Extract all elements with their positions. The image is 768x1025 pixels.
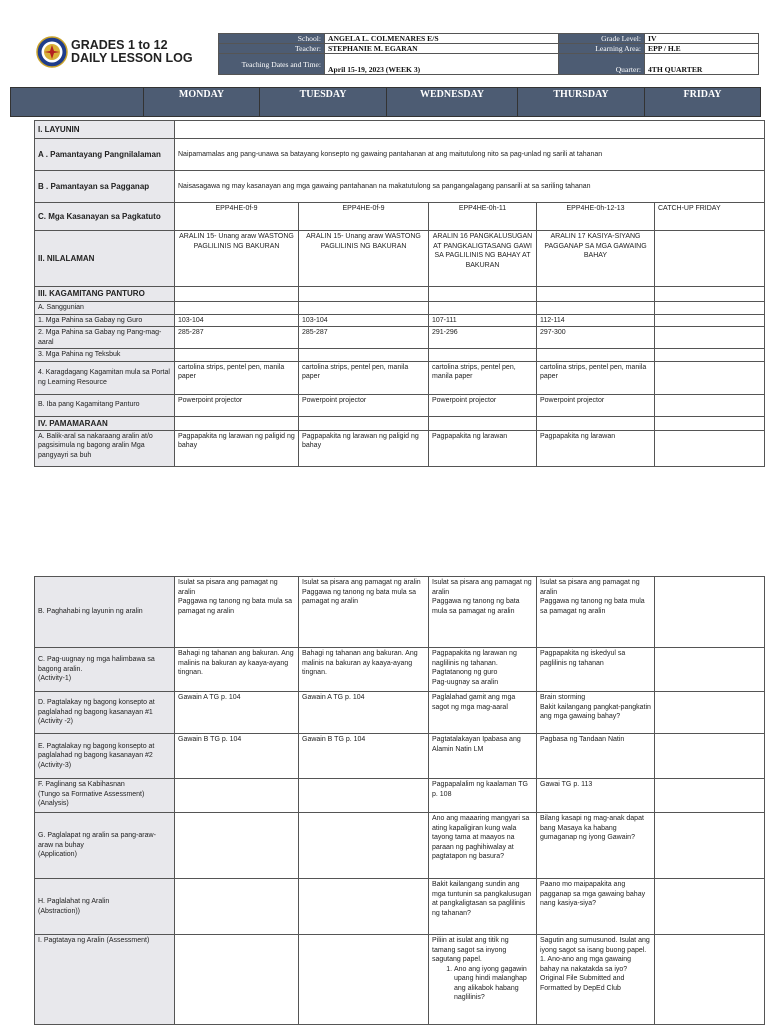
row-label-paglalapat: G. Paglalapat ng aralin sa pang-araw-araw na buhay (Application) — [35, 813, 175, 879]
school-label: School: — [219, 34, 325, 44]
paglalahat-wed: Bakit kailangang sundin ang mga tuntunin sa pangkalusugan at pangkaligtasan sa paglilinis ng tahanan? — [429, 879, 537, 935]
empty-cell — [175, 287, 299, 302]
empty-cell — [537, 416, 655, 430]
doc-title-line2: DAILY LESSON LOG — [71, 51, 193, 65]
iba-mon: Powerpoint projector — [175, 394, 299, 416]
lesson-table-part1 — [34, 120, 765, 467]
mag-wed: 291-296 — [429, 327, 537, 349]
pag-uugnay-tue: Bahagi ng tahanan ang bakuran. Ang malinis na bakuran ay kaaya-ayang tingnan. — [299, 648, 429, 692]
empty-cell — [299, 287, 429, 302]
paghahabi-thu: Isulat sa pisara ang pamagat ng aralin Paggawa ng tanong ng bata mula sa pamagat ng aralin — [537, 577, 655, 648]
kasanayan-fri: CATCH-UP FRIDAY — [655, 203, 765, 231]
pagtalakay1-thu: Brain storming Bakit kailangang pangkat-pangkatin ang mga gawaing bahay? — [537, 692, 655, 734]
paghahabi-tue: Isulat sa pisara ang pamagat ng aralin Paggawa ng tanong ng bata mula sa pamagat ng aralin — [299, 577, 429, 648]
school-value: ANGELA L. COLMENARES E/S — [325, 34, 559, 44]
guro-thu: 112-114 — [537, 314, 655, 327]
pagtataya-thu: Sagutin ang sumusunod. Isulat ang iyong sagot sa isang buong papel. 1. Ano-ano ang mga gawaing bahay na nakatakda sa iyo? Original File Submitted and Formatted by DepEd Club — [537, 935, 655, 1025]
row-label-portal: 4. Karagdagang Kagamitan mula sa Portal ng Learning Resource — [35, 361, 175, 394]
row-label-pagtalakay-1: D. Pagtalakay ng bagong konsepto at paglalahad ng bagong kasanayan #1 (Activity -2) — [35, 692, 175, 734]
pag-uugnay-wed: Pagpapakita ng larawan ng naglilinis ng tahanan. Pagtatanong ng guro Pag-uugnay sa aralin — [429, 648, 537, 692]
row-label-pagtalakay-2: E. Pagtalakay ng bagong konsepto at paglalahad ng bagong kasanayan #2 (Activity-3) — [35, 734, 175, 779]
empty-cell — [655, 349, 765, 362]
doc-title-line1: GRADES 1 to 12 — [71, 38, 168, 52]
pamantayang-pangnilalaman-value: Naipamamalas ang pang-unawa sa batayang konsepto ng gawaing pantahanan at ang maitutulong nito sa pag-unlad ng sarili at tahanan — [175, 139, 765, 171]
guro-wed: 107-111 — [429, 314, 537, 327]
paglalapat-tue — [299, 813, 429, 879]
row-label-pagtataya: I. Pagtataya ng Aralin (Assessment) — [35, 935, 175, 1025]
empty-cell — [655, 692, 765, 734]
dates-value: April 15-19, 2023 (WEEK 3) — [325, 54, 559, 75]
row-label-kasanayan: C. Mga Kasanayan sa Pagkatuto — [35, 203, 175, 231]
mag-thu: 297-300 — [537, 327, 655, 349]
day-header-bar — [10, 87, 761, 117]
portal-thu: cartolina strips, pentel pen, manila paper — [537, 361, 655, 394]
section-layunin: I. LAYUNIN — [35, 121, 175, 139]
balik-mon: Pagpapakita ng larawan ng paligid ng bahay — [175, 430, 299, 466]
day-wednesday: WEDNESDAY — [387, 88, 518, 117]
paglalahat-mon — [175, 879, 299, 935]
row-label-paghahabi: B. Paghahabi ng layunin ng aralin — [35, 577, 175, 648]
empty-cell — [655, 648, 765, 692]
empty-cell — [175, 935, 299, 1025]
empty-cell — [429, 302, 537, 315]
iba-tue: Powerpoint projector — [299, 394, 429, 416]
dates-label: Teaching Dates and Time: — [219, 54, 325, 75]
nilalaman-tue: ARALIN 15- Unang araw WASTONG PAGLILINIS NG BAKURAN — [299, 231, 429, 287]
empty-cell — [429, 349, 537, 362]
paglinang-thu: Gawai TG p. 113 — [537, 779, 655, 813]
pamantayan-pagganap-value: Naisasagawa ng may kasanayan ang mga gawaing pantahanan na makatutulong sa pangangalagang pansarili at sa sariling tahanan — [175, 171, 765, 203]
row-label-gabay-mag-aaral: 2. Mga Pahina sa Gabay ng Pang-mag-aaral — [35, 327, 175, 349]
row-label-paglalahat: H. Paglalahat ng Aralin (Abstraction)) — [35, 879, 175, 935]
kasanayan-thu: EPP4HE-0h-12-13 — [537, 203, 655, 231]
iba-wed: Powerpoint projector — [429, 394, 537, 416]
row-label-sanggunian: A. Sanggunian — [35, 302, 175, 315]
empty-cell — [655, 879, 765, 935]
guro-tue: 103-104 — [299, 314, 429, 327]
guro-mon: 103-104 — [175, 314, 299, 327]
mag-tue: 285-287 — [299, 327, 429, 349]
grade-label: Grade Level: — [559, 34, 645, 44]
row-label-iba-kagamitan: B. Iba pang Kagamitang Panturo — [35, 394, 175, 416]
row-label-teksbuk: 3. Mga Pahina ng Teksbuk — [35, 349, 175, 362]
empty-cell — [299, 349, 429, 362]
kasanayan-tue: EPP4HE-0f-9 — [299, 203, 429, 231]
empty-cell — [655, 394, 765, 416]
empty-cell — [655, 416, 765, 430]
portal-tue: cartolina strips, pentel pen, manila paper — [299, 361, 429, 394]
paglalahat-thu: Paano mo maipapakita ang pagganap sa mga gawaing bahay nang kasiya-siya? — [537, 879, 655, 935]
empty-cell — [175, 349, 299, 362]
teacher-value: STEPHANIE M. EGARAN — [325, 44, 559, 54]
pag-uugnay-thu: Pagpapakita ng iskedyul sa paglilinis ng tahanan — [537, 648, 655, 692]
paglalapat-thu: Bilang kasapi ng mag-anak dapat bang Masaya ka habang gumaganap ng iyong Gawain? — [537, 813, 655, 879]
row-label-pag-uugnay: C. Pag-uugnay ng mga halimbawa sa bagong aralin. (Activity-1) — [35, 648, 175, 692]
empty-cell — [429, 287, 537, 302]
paglalapat-wed: Ano ang maaaring mangyari sa ating kapaligiran kung wala tayong tama at maayos na paraan ng paghihiwalay at pagtatapon ng basura? — [429, 813, 537, 879]
pagtalakay1-wed: Paglalahad gamit ang mga sagot ng mga mag-aaral — [429, 692, 537, 734]
pagtataya-wed — [429, 935, 537, 1025]
paglinang-wed: Pagpapalalim ng kaalaman TG p. 108 — [429, 779, 537, 813]
deped-seal — [36, 36, 68, 68]
paglalahat-tue — [299, 879, 429, 935]
pagtataya-wed-item: 1. Ano ang iyong gagawin upang hindi malanghap ang alikabok habang naglilinis? — [454, 965, 533, 1003]
row-label-pamantayang-pangnilalaman: A . Pamantayang Pangnilalaman — [35, 139, 175, 171]
area-label: Learning Area: — [559, 44, 645, 54]
empty-cell — [655, 361, 765, 394]
grade-value: IV — [645, 34, 759, 44]
balik-thu: Pagpapakita ng larawan — [537, 430, 655, 466]
lesson-table-part2 — [34, 576, 765, 1025]
empty-cell — [655, 577, 765, 648]
day-thursday: THURSDAY — [518, 88, 645, 117]
empty-cell — [655, 314, 765, 327]
empty-cell — [537, 287, 655, 302]
row-label-pamantayan-pagganap: B . Pamantayan sa Pagganap — [35, 171, 175, 203]
paglalapat-mon — [175, 813, 299, 879]
portal-mon: cartolina strips, pentel pen, manila paper — [175, 361, 299, 394]
quarter-label: Quarter: — [559, 54, 645, 75]
empty-cell — [299, 416, 429, 430]
day-tuesday: TUESDAY — [260, 88, 387, 117]
day-header-blank — [11, 88, 144, 117]
pagtataya-wed-instruction: Piliin at isulat ang titik ng tamang sagot sa inyong sagutang papel. — [432, 937, 509, 963]
mag-mon: 285-287 — [175, 327, 299, 349]
empty-cell — [537, 302, 655, 315]
pagtalakay2-mon: Gawain B TG p. 104 — [175, 734, 299, 779]
row-label-gabay-guro: 1. Mga Pahina sa Gabay ng Guro — [35, 314, 175, 327]
paglinang-tue — [299, 779, 429, 813]
empty-cell — [655, 287, 765, 302]
pag-uugnay-mon: Bahagi ng tahanan ang bakuran. Ang malinis na bakuran ay kaaya-ayang tingnan. — [175, 648, 299, 692]
day-monday: MONDAY — [144, 88, 260, 117]
empty-cell — [537, 349, 655, 362]
empty-cell — [655, 430, 765, 466]
empty-cell — [175, 121, 765, 139]
empty-cell — [655, 935, 765, 1025]
teacher-label: Teacher: — [219, 44, 325, 54]
nilalaman-mon: ARALIN 15- Unang araw WASTONG PAGLILINIS NG BAKURAN — [175, 231, 299, 287]
pagtalakay2-wed: Pagtatalakayan Ipabasa ang Alamin Natin LM — [429, 734, 537, 779]
paghahabi-mon: Isulat sa pisara ang pamagat ng aralin Paggawa ng tanong ng bata mula sa pamagat ng aralin — [175, 577, 299, 648]
section-kagamitan: III. KAGAMITANG PANTURO — [35, 287, 175, 302]
balik-wed: Pagpapakita ng larawan — [429, 430, 537, 466]
area-value: EPP / H.E — [645, 44, 759, 54]
day-friday: FRIDAY — [645, 88, 761, 117]
row-label-nilalaman: II. NILALAMAN — [35, 231, 175, 287]
balik-tue: Pagpapakita ng larawan ng paligid ng bahay — [299, 430, 429, 466]
empty-cell — [655, 734, 765, 779]
empty-cell — [655, 813, 765, 879]
empty-cell — [299, 302, 429, 315]
kasanayan-wed: EPP4HE-0h-11 — [429, 203, 537, 231]
header-info-table — [218, 33, 759, 75]
pagtalakay1-tue: Gawain A TG p. 104 — [299, 692, 429, 734]
empty-cell — [655, 302, 765, 315]
pagtalakay2-tue: Gawain B TG p. 104 — [299, 734, 429, 779]
empty-cell — [299, 935, 429, 1025]
quarter-value — [645, 54, 759, 75]
paghahabi-wed: Isulat sa pisara ang pamagat ng aralin Paggawa ng tanong ng bata mula sa pamagat ng aralin — [429, 577, 537, 648]
kasanayan-mon: EPP4HE-0f-9 — [175, 203, 299, 231]
empty-cell — [655, 231, 765, 287]
section-pamamaraan: IV. PAMAMARAAN — [35, 416, 175, 430]
pagtataya-wed-list — [432, 965, 533, 1003]
row-label-paglinang: F. Paglinang sa Kabihasnan (Tungo sa Formative Assessment) (Analysis) — [35, 779, 175, 813]
nilalaman-wed: ARALIN 16 PANGKALUSUGAN AT PANGKALIGTASANG GAWI SA PAGLILINIS NG BAHAY AT BAKURAN — [429, 231, 537, 287]
iba-thu: Powerpoint projector — [537, 394, 655, 416]
empty-cell — [175, 416, 299, 430]
paglinang-mon — [175, 779, 299, 813]
nilalaman-thu: ARALIN 17 KASIYA-SIYANG PAGGANAP SA MGA GAWAING BAHAY — [537, 231, 655, 287]
pagtalakay1-mon: Gawain A TG p. 104 — [175, 692, 299, 734]
quarter-text: 4TH QUARTER — [648, 65, 703, 74]
empty-cell — [429, 416, 537, 430]
row-label-balik-aral: A. Balik-aral sa nakaraang aralin at/o pagsisimula ng bagong aralin Mga pangyayri sa buh — [35, 430, 175, 466]
portal-wed: cartolina strips, pentel pen, manila paper — [429, 361, 537, 394]
empty-cell — [655, 327, 765, 349]
pagtalakay2-thu: Pagbasa ng Tandaan Natin — [537, 734, 655, 779]
empty-cell — [655, 779, 765, 813]
empty-cell — [175, 302, 299, 315]
